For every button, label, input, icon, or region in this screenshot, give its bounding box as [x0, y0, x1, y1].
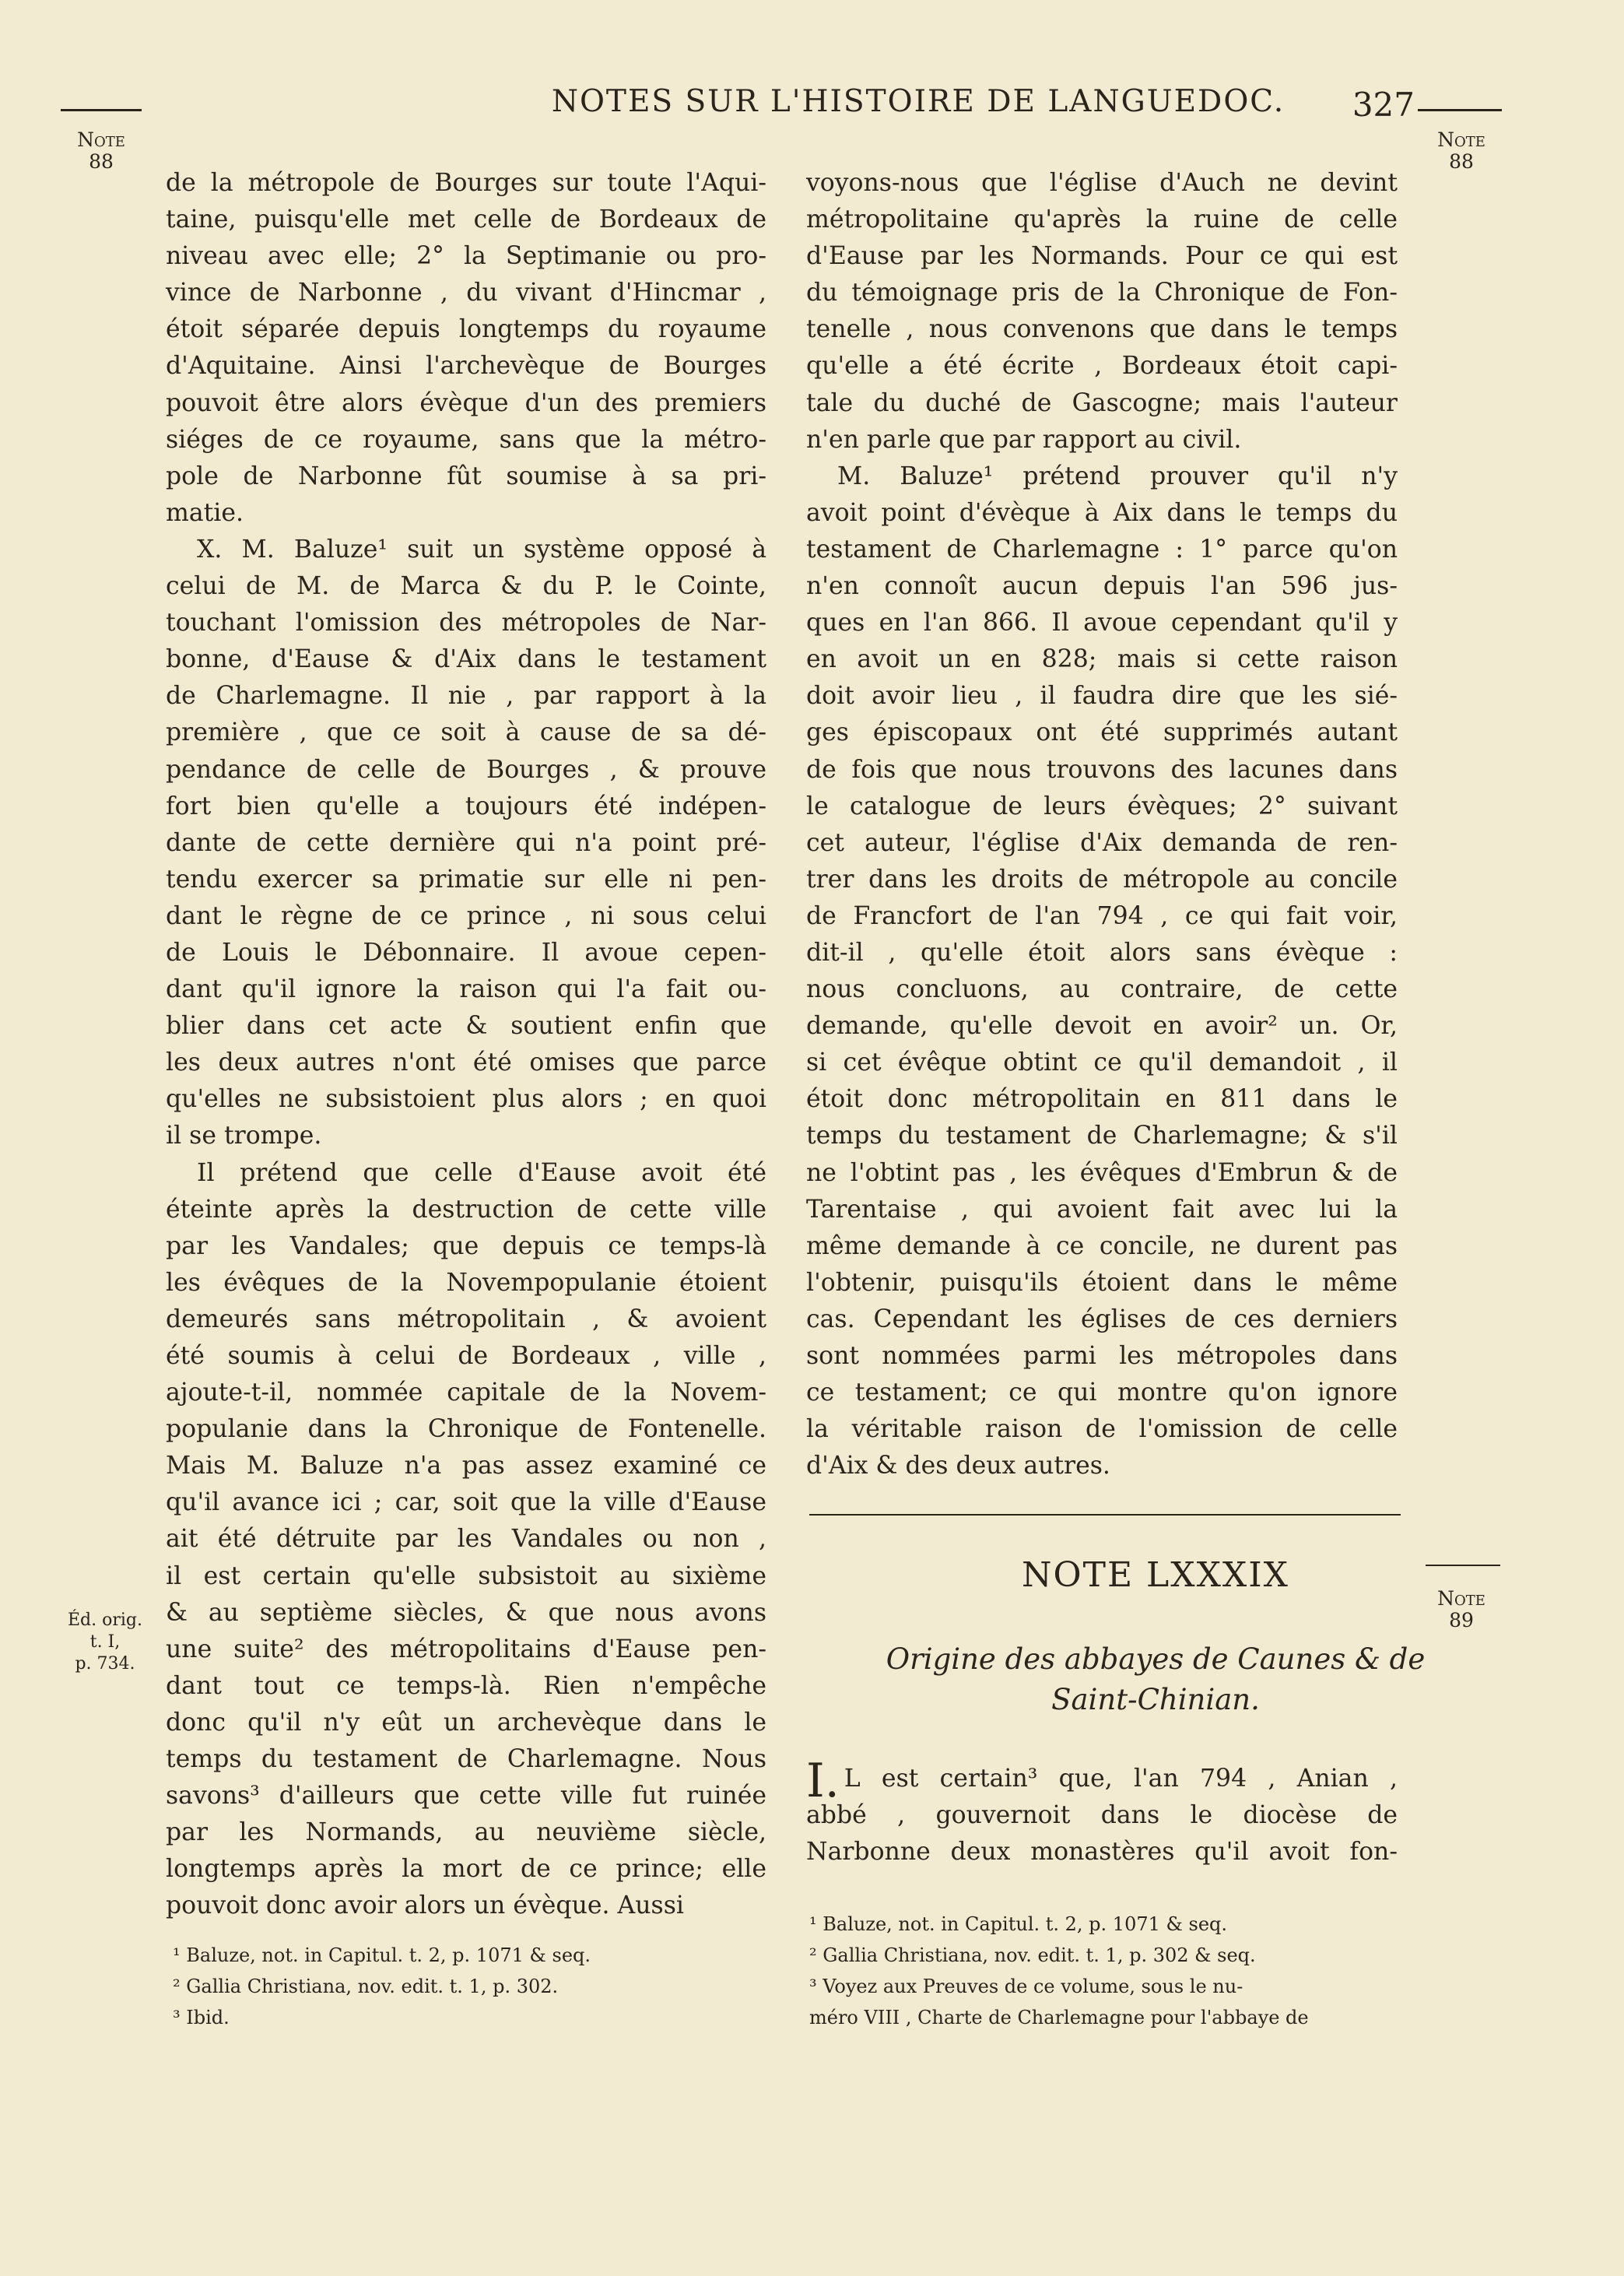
left-col-line: de Charlemagne. Il nie , par rapport à la	[166, 682, 766, 711]
right-footnote-2: ² Gallia Christiana, nov. edit. t. 1, p. 302 & seq.	[809, 1944, 1256, 1966]
right-col-line: cas. Cependant les églises de ces derniers	[806, 1305, 1398, 1333]
intro-line-1: L est certain³ que, l'an 794 , Anian ,	[844, 1765, 1398, 1793]
left-col-line: niveau avec elle; 2° la Septimanie ou pro-	[166, 242, 766, 271]
right-col-line: avoit point d'évèque à Aix dans le temps du	[806, 498, 1398, 527]
left-col-line: de Louis le Débonnaire. Il avoue cepen-	[166, 938, 766, 967]
right-col-line: dit-il , qu'elle étoit alors sans évèque :	[806, 938, 1398, 967]
left-col-line: bonne, d'Eause & d'Aix dans le testament	[166, 645, 766, 674]
left-col-line: fort bien qu'elle a toujours été indépen-	[166, 792, 766, 820]
intro-line-3: Narbonne deux monastères qu'il avoit fon-	[806, 1838, 1398, 1867]
left-footnote-1: ¹ Baluze, not. in Capitul. t. 2, p. 1071 & seq.	[173, 1944, 591, 1966]
right-col-line: métropolitaine qu'après la ruine de celle	[806, 205, 1398, 234]
left-col-line: d'Aquitaine. Ainsi l'archevèque de Bourges	[166, 352, 766, 381]
left-col-line: par les Normands, au neuvième siècle,	[166, 1818, 766, 1847]
right-col-line: cet auteur, l'église d'Aix demanda de ren-	[806, 828, 1398, 857]
left-col-line: dant le règne de ce prince , ni sous celui	[166, 901, 766, 930]
right-footnote-3: ³ Voyez aux Preuves de ce volume, sous le nu-	[809, 1976, 1243, 1997]
left-col-line: vince de Narbonne , du vivant d'Hincmar ,	[166, 279, 766, 307]
right-col-line: si cet évêque obtint ce qu'il demandoit , il	[806, 1048, 1398, 1077]
left-col-line: éteinte après la destruction de cette ville	[166, 1195, 766, 1224]
left-col-line: savons³ d'ailleurs que cette ville fut ruinée	[166, 1782, 766, 1811]
left-col-line: longtemps après la mort de ce prince; elle	[166, 1855, 766, 1884]
left-text-column	[166, 165, 766, 1925]
right-col-line: ques en l'an 866. Il avoue cependant qu'il y	[806, 609, 1398, 637]
left-col-line: pendance de celle de Bourges , & prouve	[166, 755, 766, 784]
note-title-line-1: Origine des abbayes de Caunes & de	[886, 1642, 1426, 1676]
right-col-line: étoit donc métropolitain en 811 dans le	[806, 1085, 1398, 1114]
right-note-label: Note	[1437, 128, 1485, 151]
right-col-line: n'en parle que par rapport au civil.	[806, 425, 1242, 454]
left-col-line: donc qu'il n'y eût un archevèque dans le	[166, 1708, 766, 1737]
note-heading: NOTE LXXXIX	[1022, 1555, 1289, 1595]
left-col-line: qu'il avance ici ; car, soit que la ville d'Eause	[166, 1488, 766, 1517]
left-col-line: & au septième siècles, & que nous avons	[166, 1598, 766, 1627]
right-col-line: Tarentaise , qui avoient fait avec lui la	[806, 1195, 1398, 1224]
left-margin-rule	[61, 109, 142, 111]
note89-label: Note	[1437, 1587, 1485, 1610]
right-col-line: doit avoir lieu , il faudra dire que les sié-	[806, 682, 1398, 711]
left-col-line: matie.	[166, 498, 244, 527]
right-footnote-4: méro VIII , Charte de Charlemagne pour l'abbaye de	[809, 2007, 1309, 2028]
left-col-line: blier dans cet acte & soutient enfin que	[166, 1012, 766, 1041]
right-col-line: tale du duché de Gascogne; mais l'auteur	[806, 388, 1398, 417]
right-col-line: en avoit un en 828; mais si cette raison	[806, 645, 1398, 674]
note89-intro	[806, 1754, 1398, 1870]
right-col-line: nous concluons, au contraire, de cette	[806, 975, 1398, 1004]
right-col-line: la véritable raison de l'omission de celle	[806, 1415, 1398, 1444]
left-col-line: ajoute-t-il, nommée capitale de la Novem-	[166, 1379, 766, 1407]
left-footnote-3: ³ Ibid.	[173, 2007, 230, 2028]
left-col-line: de la métropole de Bourges sur toute l'Aqui-	[166, 169, 766, 197]
left-col-line: Mais M. Baluze n'a pas assez examiné ce	[166, 1452, 766, 1480]
left-col-line: les deux autres n'ont été omises que parce	[166, 1048, 766, 1077]
left-col-line: dant tout ce temps-là. Rien n'empêche	[166, 1671, 766, 1700]
section-divider	[809, 1514, 1401, 1516]
right-col-line: M. Baluze¹ prétend prouver qu'il n'y	[837, 462, 1398, 490]
left-note-number: 88	[89, 150, 114, 173]
left-col-line: tendu exercer sa primatie sur elle ni pen-	[166, 865, 766, 894]
left-col-line: il se trompe.	[166, 1122, 322, 1150]
right-col-line: ce testament; ce qui montre qu'on ignore	[806, 1379, 1398, 1407]
left-col-line: été soumis à celui de Bordeaux , ville ,	[166, 1342, 766, 1370]
drop-cap: I.	[806, 1754, 840, 1808]
right-col-line: de fois que nous trouvons des lacunes dans	[806, 755, 1398, 784]
left-col-line: dante de cette dernière qui n'a point pré-	[166, 828, 766, 857]
left-col-line: pouvoit donc avoir alors un évèque. Aussi	[166, 1891, 684, 1920]
left-col-line: touchant l'omission des métropoles de Nar-	[166, 609, 766, 637]
right-col-line: ges épiscopaux ont été supprimés autant	[806, 718, 1398, 747]
right-col-line: même demande à ce concile, ne durent pas	[806, 1231, 1398, 1260]
page-number: 327	[1352, 86, 1415, 124]
right-col-line: sont nommées parmi les métropoles dans	[806, 1342, 1398, 1370]
left-col-line: taine, puisqu'elle met celle de Bordeaux de	[166, 205, 766, 234]
right-margin-rule	[1418, 109, 1502, 111]
left-col-line: une suite² des métropolitains d'Eause pen-	[166, 1635, 766, 1663]
left-col-line: il est certain qu'elle subsistoit au sixième	[166, 1561, 766, 1590]
left-footnotes	[173, 1940, 764, 2033]
right-col-line: trer dans les droits de métropole au concile	[806, 865, 1398, 894]
left-col-line: qu'elles ne subsistoient plus alors ; en quoi	[166, 1085, 766, 1114]
right-text-column	[806, 165, 1398, 1484]
right-col-line: tenelle , nous convenons que dans le temps	[806, 315, 1398, 344]
left-note-label: Note	[77, 128, 125, 151]
right-col-line: temps du testament de Charlemagne; & s'il	[806, 1122, 1398, 1150]
left-col-line: demeurés sans métropolitain , & avoient	[166, 1305, 766, 1333]
intro-line-2: abbé , gouvernoit dans le diocèse de	[806, 1801, 1398, 1830]
left-col-line: étoit séparée depuis longtemps du royaume	[166, 315, 766, 344]
right-col-line: d'Eause par les Normands. Pour ce qui est	[806, 242, 1398, 271]
right-col-line: demande, qu'elle devoit en avoir² un. Or,	[806, 1012, 1398, 1041]
left-col-line: pole de Narbonne fût soumise à sa pri-	[166, 462, 766, 490]
right-note-marker	[1407, 129, 1516, 173]
right-col-line: n'en connoît aucun depuis l'an 596 jus-	[806, 572, 1398, 601]
left-col-line: X. M. Baluze¹ suit un système opposé à	[197, 535, 766, 564]
left-col-line: par les Vandales; que depuis ce temps-là	[166, 1231, 766, 1260]
right-col-line: voyons-nous que l'église d'Auch ne devint	[806, 169, 1398, 197]
left-footnote-2: ² Gallia Christiana, nov. edit. t. 1, p. 302.	[173, 1976, 559, 1997]
note-title	[801, 1639, 1510, 1720]
right-col-line: qu'elle a été écrite , Bordeaux étoit capi-	[806, 352, 1398, 381]
ed-orig-line-2: t. I,	[89, 1632, 121, 1652]
note89-number: 89	[1449, 1609, 1474, 1631]
right-col-line: d'Aix & des deux autres.	[806, 1452, 1110, 1480]
left-col-line: siéges de ce royaume, sans que la métro-	[166, 425, 766, 454]
left-col-line: ait été détruite par les Vandales ou non ,	[166, 1525, 766, 1554]
right-col-line: le catalogue de leurs évèques; 2° suivant	[806, 792, 1398, 820]
right-col-line: l'obtenir, puisqu'ils étoient dans le même	[806, 1268, 1398, 1297]
left-note-marker	[47, 129, 156, 173]
left-col-line: temps du testament de Charlemagne. Nous	[166, 1745, 766, 1774]
right-note-number: 88	[1449, 150, 1474, 173]
left-col-line: les évêques de la Novempopulanie étoient	[166, 1268, 766, 1297]
right-col-line: de Francfort de l'an 794 , ce qui fait voir,	[806, 901, 1398, 930]
right-footnote-1: ¹ Baluze, not. in Capitul. t. 2, p. 1071 & seq.	[809, 1913, 1228, 1935]
right-col-line: ne l'obtint pas , les évêques d'Embrun & de	[806, 1158, 1398, 1187]
running-header: NOTES SUR L'HISTOIRE DE LANGUEDOC.	[551, 84, 1286, 119]
left-col-line: première , que ce soit à cause de sa dé-	[166, 718, 766, 747]
left-col-line: celui de M. de Marca & du P. le Cointe,	[166, 572, 766, 601]
left-col-line: Il prétend que celle d'Eause avoit été	[197, 1158, 766, 1187]
edition-reference	[54, 1610, 156, 1675]
left-col-line: pouvoit être alors évèque d'un des premiers	[166, 388, 766, 417]
ed-orig-line-3: p. 734.	[75, 1654, 135, 1674]
right-col-line: testament de Charlemagne : 1° parce qu'on	[806, 535, 1398, 564]
right-footnotes	[809, 1909, 1401, 2033]
ed-orig-line-1: Éd. orig.	[67, 1610, 142, 1630]
left-col-line: populanie dans la Chronique de Fontenelle.	[166, 1415, 766, 1444]
note-title-line-2: Saint-Chinian.	[1051, 1683, 1260, 1716]
right-col-line: du témoignage pris de la Chronique de Fon-	[806, 279, 1398, 307]
left-col-line: dant qu'il ignore la raison qui l'a fait ou-	[166, 975, 766, 1004]
